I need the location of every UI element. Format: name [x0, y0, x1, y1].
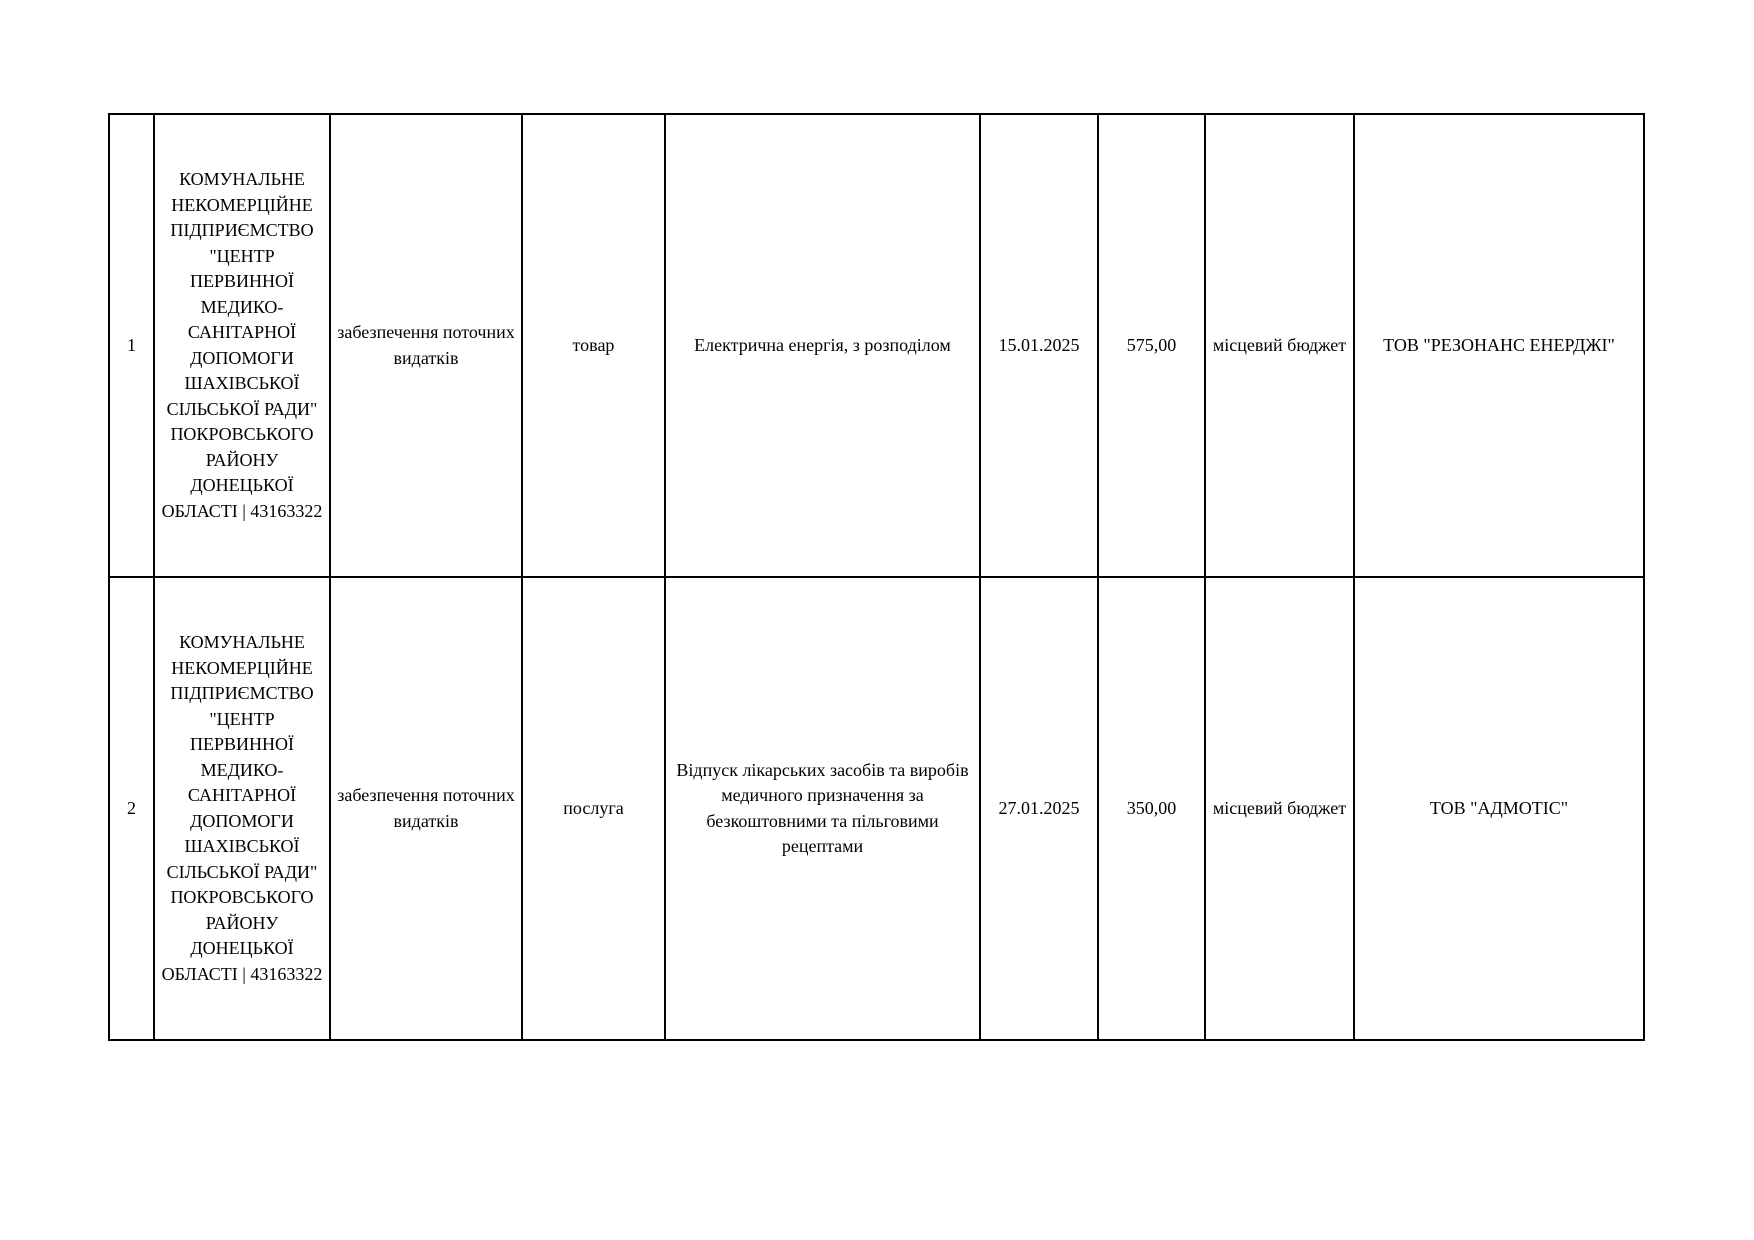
date-cell: 27.01.2025: [980, 577, 1098, 1040]
row-number-cell: 1: [109, 114, 154, 577]
table-row: [109, 577, 1644, 1040]
funding-source-cell: місцевий бюджет: [1205, 114, 1354, 577]
row-number-cell: 2: [109, 577, 154, 1040]
supplier-cell: ТОВ "АДМОТІС": [1354, 577, 1644, 1040]
purpose-cell: забезпечення поточних видатків: [330, 577, 522, 1040]
funding-source-cell: місцевий бюджет: [1205, 577, 1354, 1040]
procurement-subject-cell: Електрична енергія, з розподілом: [665, 114, 980, 577]
purpose-cell: забезпечення поточних видатків: [330, 114, 522, 577]
amount-cell: 350,00: [1098, 577, 1205, 1040]
procurement-table: [108, 113, 1645, 1041]
customer-organization-cell: КОМУНАЛЬНЕ НЕКОМЕРЦІЙНЕ ПІДПРИЄМСТВО "ЦЕНТР ПЕРВИННОЇ МЕДИКО-САНІТАРНОЇ ДОПОМОГИ ШАХІВСЬКОЇ СІЛЬСЬКОЇ РАДИ" ПОКРОВСЬКОГО РАЙОНУ ДОНЕЦЬКОЇ ОБЛАСТІ | 43163322: [154, 114, 330, 577]
table-row: [109, 114, 1644, 577]
date-cell: 15.01.2025: [980, 114, 1098, 577]
amount-cell: 575,00: [1098, 114, 1205, 577]
customer-organization-cell: КОМУНАЛЬНЕ НЕКОМЕРЦІЙНЕ ПІДПРИЄМСТВО "ЦЕНТР ПЕРВИННОЇ МЕДИКО-САНІТАРНОЇ ДОПОМОГИ ШАХІВСЬКОЇ СІЛЬСЬКОЇ РАДИ" ПОКРОВСЬКОГО РАЙОНУ ДОНЕЦЬКОЇ ОБЛАСТІ | 43163322: [154, 577, 330, 1040]
procurement-type-cell: товар: [522, 114, 665, 577]
supplier-cell: ТОВ "РЕЗОНАНС ЕНЕРДЖІ": [1354, 114, 1644, 577]
procurement-subject-cell: Відпуск лікарських засобів та виробів медичного призначення за безкоштовними та пільговими рецептами: [665, 577, 980, 1040]
procurement-type-cell: послуга: [522, 577, 665, 1040]
